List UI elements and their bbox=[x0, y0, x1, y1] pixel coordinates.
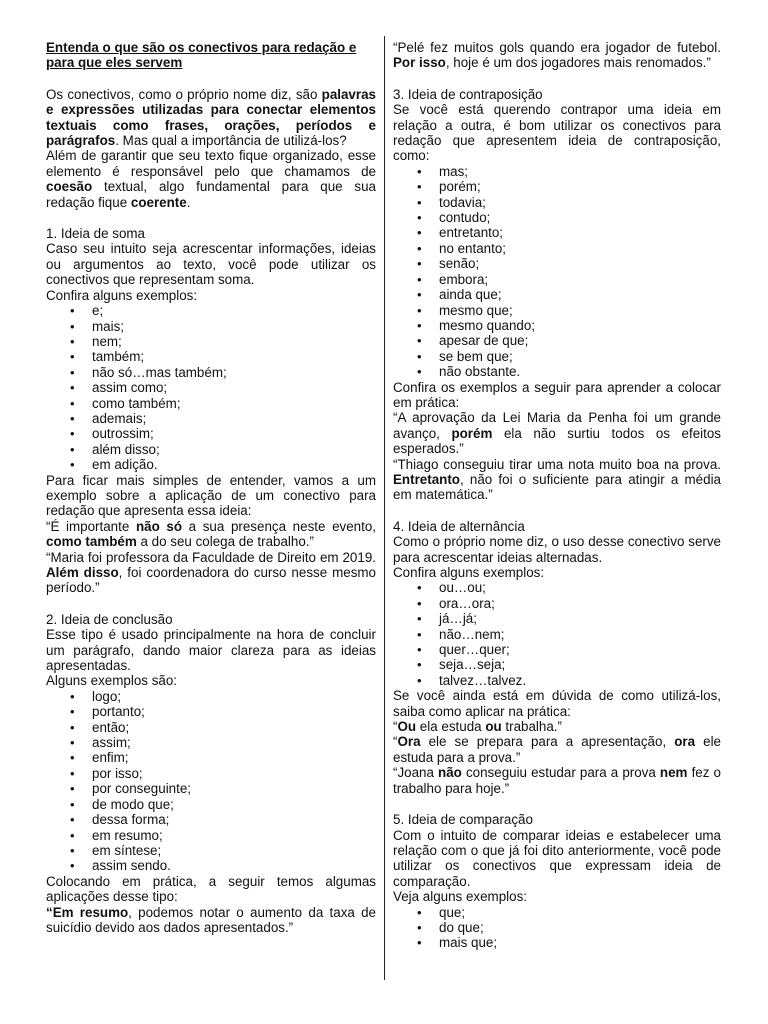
text-run: trabalha.” bbox=[501, 719, 562, 735]
text-run: , não foi o suficiente para atingir a média em matemática.” bbox=[393, 471, 721, 503]
section-4-list bbox=[393, 580, 721, 688]
list-item: • não obstante. bbox=[439, 364, 721, 379]
section-3-example-2 bbox=[393, 457, 721, 503]
section-1-example-1 bbox=[46, 519, 376, 550]
list-item: • já…já; bbox=[439, 611, 721, 626]
text-run: “A aprovação da Lei Maria da Penha foi um grande avanço, bbox=[393, 410, 721, 441]
section-4-heading: 4. Ideia de alternância bbox=[393, 518, 525, 534]
section-1-text: Caso seu intuito seja acrescentar informações, ideias ou argumentos ao texto, você pode utilizar os conectivos que representam soma. bbox=[46, 241, 376, 288]
bold-run: palavras e expressões utilizadas para conectar elementos textuais como frases, orações, períodos e parágrafos bbox=[46, 86, 376, 149]
section-4-after: Se você ainda está em dúvida de como utilizá-los, saiba como aplicar na prática: bbox=[393, 688, 721, 719]
text-run: ela estuda bbox=[416, 719, 486, 735]
text-run: Os conectivos, como o próprio nome diz, são bbox=[46, 86, 322, 102]
list-item: • em síntese; bbox=[92, 843, 376, 858]
bold-run: ora bbox=[674, 734, 696, 750]
list-item: • todavia; bbox=[439, 195, 721, 210]
list-item: • por isso; bbox=[92, 766, 376, 781]
section-5-list bbox=[393, 905, 721, 951]
list-item: • embora; bbox=[439, 272, 721, 287]
list-item: • mesmo que; bbox=[439, 303, 721, 318]
list-item: • senão; bbox=[439, 256, 721, 271]
list-item: • não…nem; bbox=[439, 627, 721, 642]
page-title: Entenda o que são os conectivos para redação e para que eles servem bbox=[46, 40, 357, 71]
text-run: . Mas qual a importância de utilizá-los? bbox=[115, 133, 347, 149]
bold-run: não bbox=[438, 765, 462, 781]
bold-run: Ou bbox=[397, 719, 417, 735]
list-item: • apesar de que; bbox=[439, 333, 721, 348]
text-run: “Maria foi professora da Faculdade de Direito em 2019. bbox=[46, 549, 376, 565]
list-item: • por conseguinte; bbox=[92, 781, 376, 796]
list-item: • dessa forma; bbox=[92, 812, 376, 827]
text-run: , podemos notar o aumento da taxa de suicídio devido aos dados apresentados.” bbox=[46, 904, 377, 935]
text-run: ela não surtiu todos os efeitos esperados.” bbox=[393, 425, 721, 457]
section-4-example-2 bbox=[393, 734, 721, 765]
intro-paragraph-2 bbox=[46, 148, 376, 210]
list-item: • portanto; bbox=[92, 704, 376, 719]
list-item: • também; bbox=[92, 349, 376, 364]
list-item: • porém; bbox=[439, 179, 721, 194]
section-1-lead: Confira alguns exemplos: bbox=[46, 287, 198, 303]
text-run: a sua presença neste evento, bbox=[182, 518, 376, 534]
list-item: • em resumo; bbox=[92, 828, 376, 843]
list-item: • no entanto; bbox=[439, 241, 721, 256]
text-run: , foi coordenadora do curso nesse mesmo período.” bbox=[46, 565, 376, 596]
section-2-example-1 bbox=[46, 905, 376, 936]
list-item: • assim sendo. bbox=[92, 858, 376, 873]
list-item: • quer…quer; bbox=[439, 642, 721, 657]
list-item: • seja…seja; bbox=[439, 657, 721, 672]
text-run: ele se prepara para a apresentação, bbox=[420, 734, 675, 750]
list-item: • como também; bbox=[92, 396, 376, 411]
text-run: “Joana bbox=[393, 765, 439, 781]
bold-run: “Em resumo bbox=[46, 904, 129, 920]
list-item: • mesmo quando; bbox=[439, 318, 721, 333]
section-5-heading: 5. Ideia de comparação bbox=[393, 812, 533, 828]
list-item: • outrossim; bbox=[92, 426, 376, 441]
bold-run: ou bbox=[485, 719, 502, 735]
section-2-after: Colocando em prática, a seguir temos algumas aplicações desse tipo: bbox=[46, 873, 376, 905]
bold-run: não só bbox=[135, 518, 183, 534]
section-3-after: Confira os exemplos a seguir para aprender a colocar em prática: bbox=[393, 379, 721, 410]
text-run: “É importante bbox=[46, 518, 136, 534]
section-4-lead: Confira alguns exemplos: bbox=[393, 565, 545, 580]
bold-run: Por isso bbox=[393, 55, 446, 71]
list-item: • além disso; bbox=[92, 442, 376, 457]
column-divider bbox=[384, 36, 385, 980]
continued-example bbox=[393, 40, 721, 71]
intro-paragraph bbox=[46, 87, 376, 149]
list-item: • mas; bbox=[439, 164, 721, 179]
list-item: • ora…ora; bbox=[439, 596, 721, 611]
left-column bbox=[46, 40, 376, 935]
section-5-text: Com o intuito de comparar ideias e estabelecer uma relação com o que já foi dito anteriormente, você pode utilizar os conectivos que expressam ideia de comparação. bbox=[393, 827, 721, 889]
bold-run: nem bbox=[659, 765, 688, 781]
text-run: , hoje é um dos jogadores mais renomados.” bbox=[445, 55, 711, 71]
section-4-example-1 bbox=[393, 719, 721, 734]
bold-run: porém bbox=[451, 425, 493, 441]
section-3-example-1 bbox=[393, 410, 721, 456]
bold-run: coesão bbox=[46, 179, 93, 195]
section-1-example-2 bbox=[46, 550, 376, 596]
section-1-after: Para ficar mais simples de entender, vamos a um exemplo sobre a aplicação de um conectivo para redação que apresenta essa ideia: bbox=[46, 472, 376, 519]
list-item: • entretanto; bbox=[439, 225, 721, 240]
text-run: a do seu colega de trabalho.” bbox=[136, 534, 314, 550]
list-item: • não só…mas também; bbox=[92, 365, 376, 380]
list-item: • que; bbox=[439, 905, 721, 920]
text-run: fez o trabalho para hoje.” bbox=[393, 765, 721, 796]
text-run: textual, algo fundamental para que sua redação fique bbox=[46, 179, 376, 210]
list-item: • ademais; bbox=[92, 411, 376, 426]
list-item: • se bem que; bbox=[439, 349, 721, 364]
text-run: Além de garantir que seu texto fique organizado, esse elemento é responsável pelo que chamamos de bbox=[46, 148, 376, 179]
bold-run: como também bbox=[46, 534, 137, 550]
section-1-heading: 1. Ideia de soma bbox=[46, 226, 146, 242]
list-item: • assim como; bbox=[92, 380, 376, 395]
list-item: • de modo que; bbox=[92, 797, 376, 812]
list-item: • ou…ou; bbox=[439, 580, 721, 595]
list-item: • logo; bbox=[92, 689, 376, 704]
list-item: • nem; bbox=[92, 334, 376, 349]
text-run: “ bbox=[393, 734, 398, 750]
text-run: . bbox=[186, 194, 191, 210]
list-item: • então; bbox=[92, 720, 376, 735]
section-4-example-3 bbox=[393, 765, 721, 796]
list-item: • assim; bbox=[92, 735, 376, 750]
text-run: ele estuda para a prova.” bbox=[393, 734, 722, 765]
text-run: “Thiago conseguiu tirar uma nota muito boa na prova. bbox=[393, 456, 721, 472]
bold-run: Além disso bbox=[46, 565, 119, 580]
section-5-lead: Veja alguns exemplos: bbox=[393, 889, 527, 905]
bold-run: Ora bbox=[397, 734, 421, 750]
text-run: “ bbox=[393, 719, 398, 735]
section-1-list bbox=[46, 303, 376, 472]
right-column bbox=[393, 40, 721, 951]
list-item: • mais; bbox=[92, 319, 376, 334]
section-3-text: Se você está querendo contrapor uma ideia em relação a outra, é bom utilizar os conectivos para redação que apresentem ideia de contraposição, como: bbox=[393, 102, 721, 164]
list-item: • do que; bbox=[439, 920, 721, 935]
text-run: “Pelé fez muitos gols quando era jogador de futebol. bbox=[393, 40, 721, 55]
text-run: conseguiu estudar para a prova bbox=[461, 765, 660, 781]
section-2-list bbox=[46, 689, 376, 874]
bold-run: Entretanto bbox=[393, 471, 460, 487]
list-item: • em adição. bbox=[92, 457, 376, 472]
list-item: • ainda que; bbox=[439, 287, 721, 302]
section-2-lead: Alguns exemplos são: bbox=[46, 673, 178, 689]
section-3-heading: 3. Ideia de contraposição bbox=[393, 86, 543, 102]
section-3-list bbox=[393, 164, 721, 380]
list-item: • enfim; bbox=[92, 750, 376, 765]
list-item: • talvez…talvez. bbox=[439, 673, 721, 688]
list-item: • contudo; bbox=[439, 210, 721, 225]
section-2-heading: 2. Ideia de conclusão bbox=[46, 611, 173, 627]
section-2-text: Esse tipo é usado principalmente na hora de concluir um parágrafo, dando maior clareza para as ideias apresentadas. bbox=[46, 627, 376, 674]
list-item: • e; bbox=[92, 303, 376, 318]
bold-run: coerente bbox=[130, 194, 187, 210]
list-item: • mais que; bbox=[439, 935, 721, 950]
section-4-text: Como o próprio nome diz, o uso desse conectivo serve para acrescentar ideias alternadas. bbox=[393, 534, 721, 565]
